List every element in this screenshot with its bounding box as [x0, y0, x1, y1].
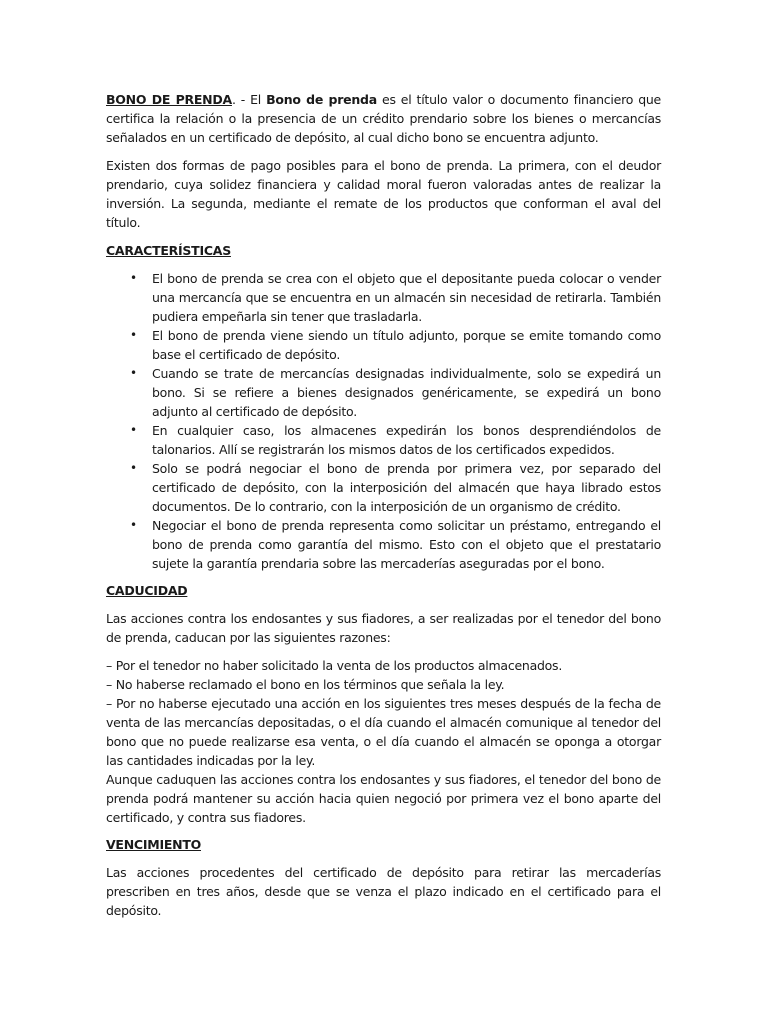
- term-separator: . - El: [231, 92, 267, 107]
- document-page: [106, 90, 661, 929]
- list-item: [130, 364, 661, 421]
- caducidad-heading: CADUCIDAD: [106, 583, 188, 598]
- caducidad-intro: Las acciones contra los endosantes y sus fiadores, a ser realizadas por el tenedor del bono de prenda, caducan por las siguientes razones:: [106, 611, 661, 645]
- list-item-text: Cuando se trate de mercancías designadas individualmente, solo se expedirá un bono. Si se refiere a bienes designados genéricamente, se expedirá un bono adjunto al certificado de depósito.: [152, 366, 661, 419]
- payment-paragraph: Existen dos formas de pago posibles para el bono de prenda. La primera, con el deudor prendario, cuya solidez financiera y calidad moral fueron valoradas antes de realizar la inversión. La segunda, mediante el remate de los productos que conforman el aval del título.: [106, 158, 661, 230]
- bullet-icon: •: [130, 518, 137, 532]
- vencimiento-text: Las acciones procedentes del certificado de depósito para retirar las mercaderías prescriben en tres años, desde que se venza el plazo indicado en el certificado para el depósito.: [106, 865, 661, 918]
- list-item: [130, 516, 661, 573]
- list-item-text: El bono de prenda se crea con el objeto que el depositante pueda colocar o vender una mercancía que se encuentra en un almacén sin necesidad de retirarla. También pudiera empeñarla sin tener que trasladarla.: [152, 271, 661, 324]
- list-item-text: El bono de prenda viene siendo un título adjunto, porque se emite tomando como base el certificado de depósito.: [152, 328, 661, 362]
- list-item: [130, 459, 661, 516]
- bullet-icon: •: [130, 461, 137, 475]
- reason-line: – No haberse reclamado el bono en los términos que señala la ley.: [106, 677, 505, 692]
- caracteristicas-list: [106, 269, 661, 573]
- intro-paragraph: [106, 90, 661, 147]
- list-item: [130, 421, 661, 459]
- list-item: [130, 269, 661, 326]
- list-item-text: Negociar el bono de prenda representa como solicitar un préstamo, entregando el bono de prenda como garantía del mismo. Esto con el objeto que el prestatario sujete la garantía prendaria sobre las mercaderías aseguradas por el bono.: [152, 518, 661, 571]
- list-item: [130, 326, 661, 364]
- bullet-icon: •: [130, 271, 137, 285]
- caducidad-closing: Aunque caduquen las acciones contra los endosantes y sus fiadores, el tenedor del bono de prenda podrá mantener su acción hacia quien negoció por primera vez el bono aparte del certificado, y contra sus fiadores.: [106, 772, 661, 825]
- bullet-icon: •: [130, 423, 137, 437]
- caracteristicas-heading: CARACTERÍSTICAS: [106, 243, 231, 258]
- vencimiento-heading: VENCIMIENTO: [106, 837, 201, 852]
- term-heading: BONO DE PRENDA: [106, 92, 232, 107]
- reason-line: – Por el tenedor no haber solicitado la venta de los productos almacenados.: [106, 658, 563, 673]
- list-item-text: En cualquier caso, los almacenes expedirán los bonos desprendiéndolos de talonarios. Allí se registrarán los mismos datos de los certificados expedidos.: [152, 423, 661, 457]
- term-bold: Bono de prenda: [266, 92, 377, 107]
- bullet-icon: •: [130, 328, 137, 342]
- reason-line: – Por no haberse ejecutado una acción en los siguientes tres meses después de la fecha de venta de las mercancías depositadas, o el día cuando el almacén comunique al tenedor del bono que no puede realizarse esa venta, o el día cuando el almacén se oponga a otorgar las cantidades indicadas por la ley.: [106, 696, 661, 768]
- intro-text: es el título valor o documento financiero que certifica la relación o la presencia de un crédito prendario sobre los bienes o mercancías señalados en un certificado de depósito, al cual dicho bono se encuentra adjunto.: [106, 92, 661, 145]
- caducidad-reasons: [106, 656, 661, 827]
- bullet-icon: •: [130, 366, 137, 380]
- list-item-text: Solo se podrá negociar el bono de prenda por primera vez, por separado del certificado de depósito, con la interposición del almacén que haya librado estos documentos. De lo contrario, con la interposición de un organismo de crédito.: [152, 461, 661, 514]
